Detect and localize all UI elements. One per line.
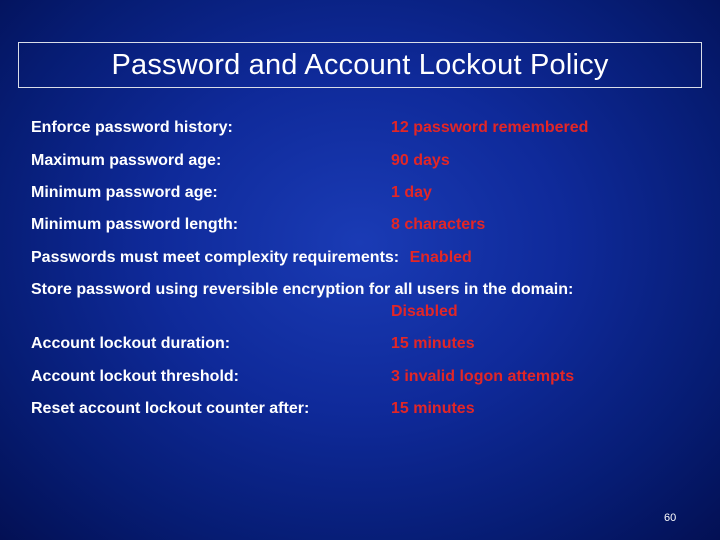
title-box xyxy=(18,42,702,88)
lockout-label: Account lockout threshold: xyxy=(31,368,239,385)
policy-value: 1 day xyxy=(391,184,432,201)
lockout-label: Reset account lockout counter after: xyxy=(31,400,310,417)
reversible-value: Disabled xyxy=(391,303,458,320)
complexity-row xyxy=(31,249,472,267)
lockout-value: 3 invalid logon attempts xyxy=(391,368,575,385)
lockout-value: 15 minutes xyxy=(391,335,475,352)
policy-label: Minimum password length: xyxy=(31,216,239,233)
lockout-label: Account lockout duration: xyxy=(31,335,231,352)
page-number: 60 xyxy=(664,512,677,524)
slide-title: Password and Account Lockout Policy xyxy=(111,48,609,81)
policy-label: Minimum password age: xyxy=(31,184,218,201)
complexity-value: Enabled xyxy=(409,249,472,266)
policy-value: 12 password remembered xyxy=(391,119,589,136)
reversible-label: Store password using reversible encryption for all users in the domain: xyxy=(31,281,574,298)
policy-label: Enforce password history: xyxy=(31,119,233,136)
complexity-label: Passwords must meet complexity requirements: xyxy=(31,249,400,266)
policy-label: Maximum password age: xyxy=(31,152,222,169)
policy-value: 8 characters xyxy=(391,216,486,233)
policy-value: 90 days xyxy=(391,152,450,169)
lockout-value: 15 minutes xyxy=(391,400,475,417)
